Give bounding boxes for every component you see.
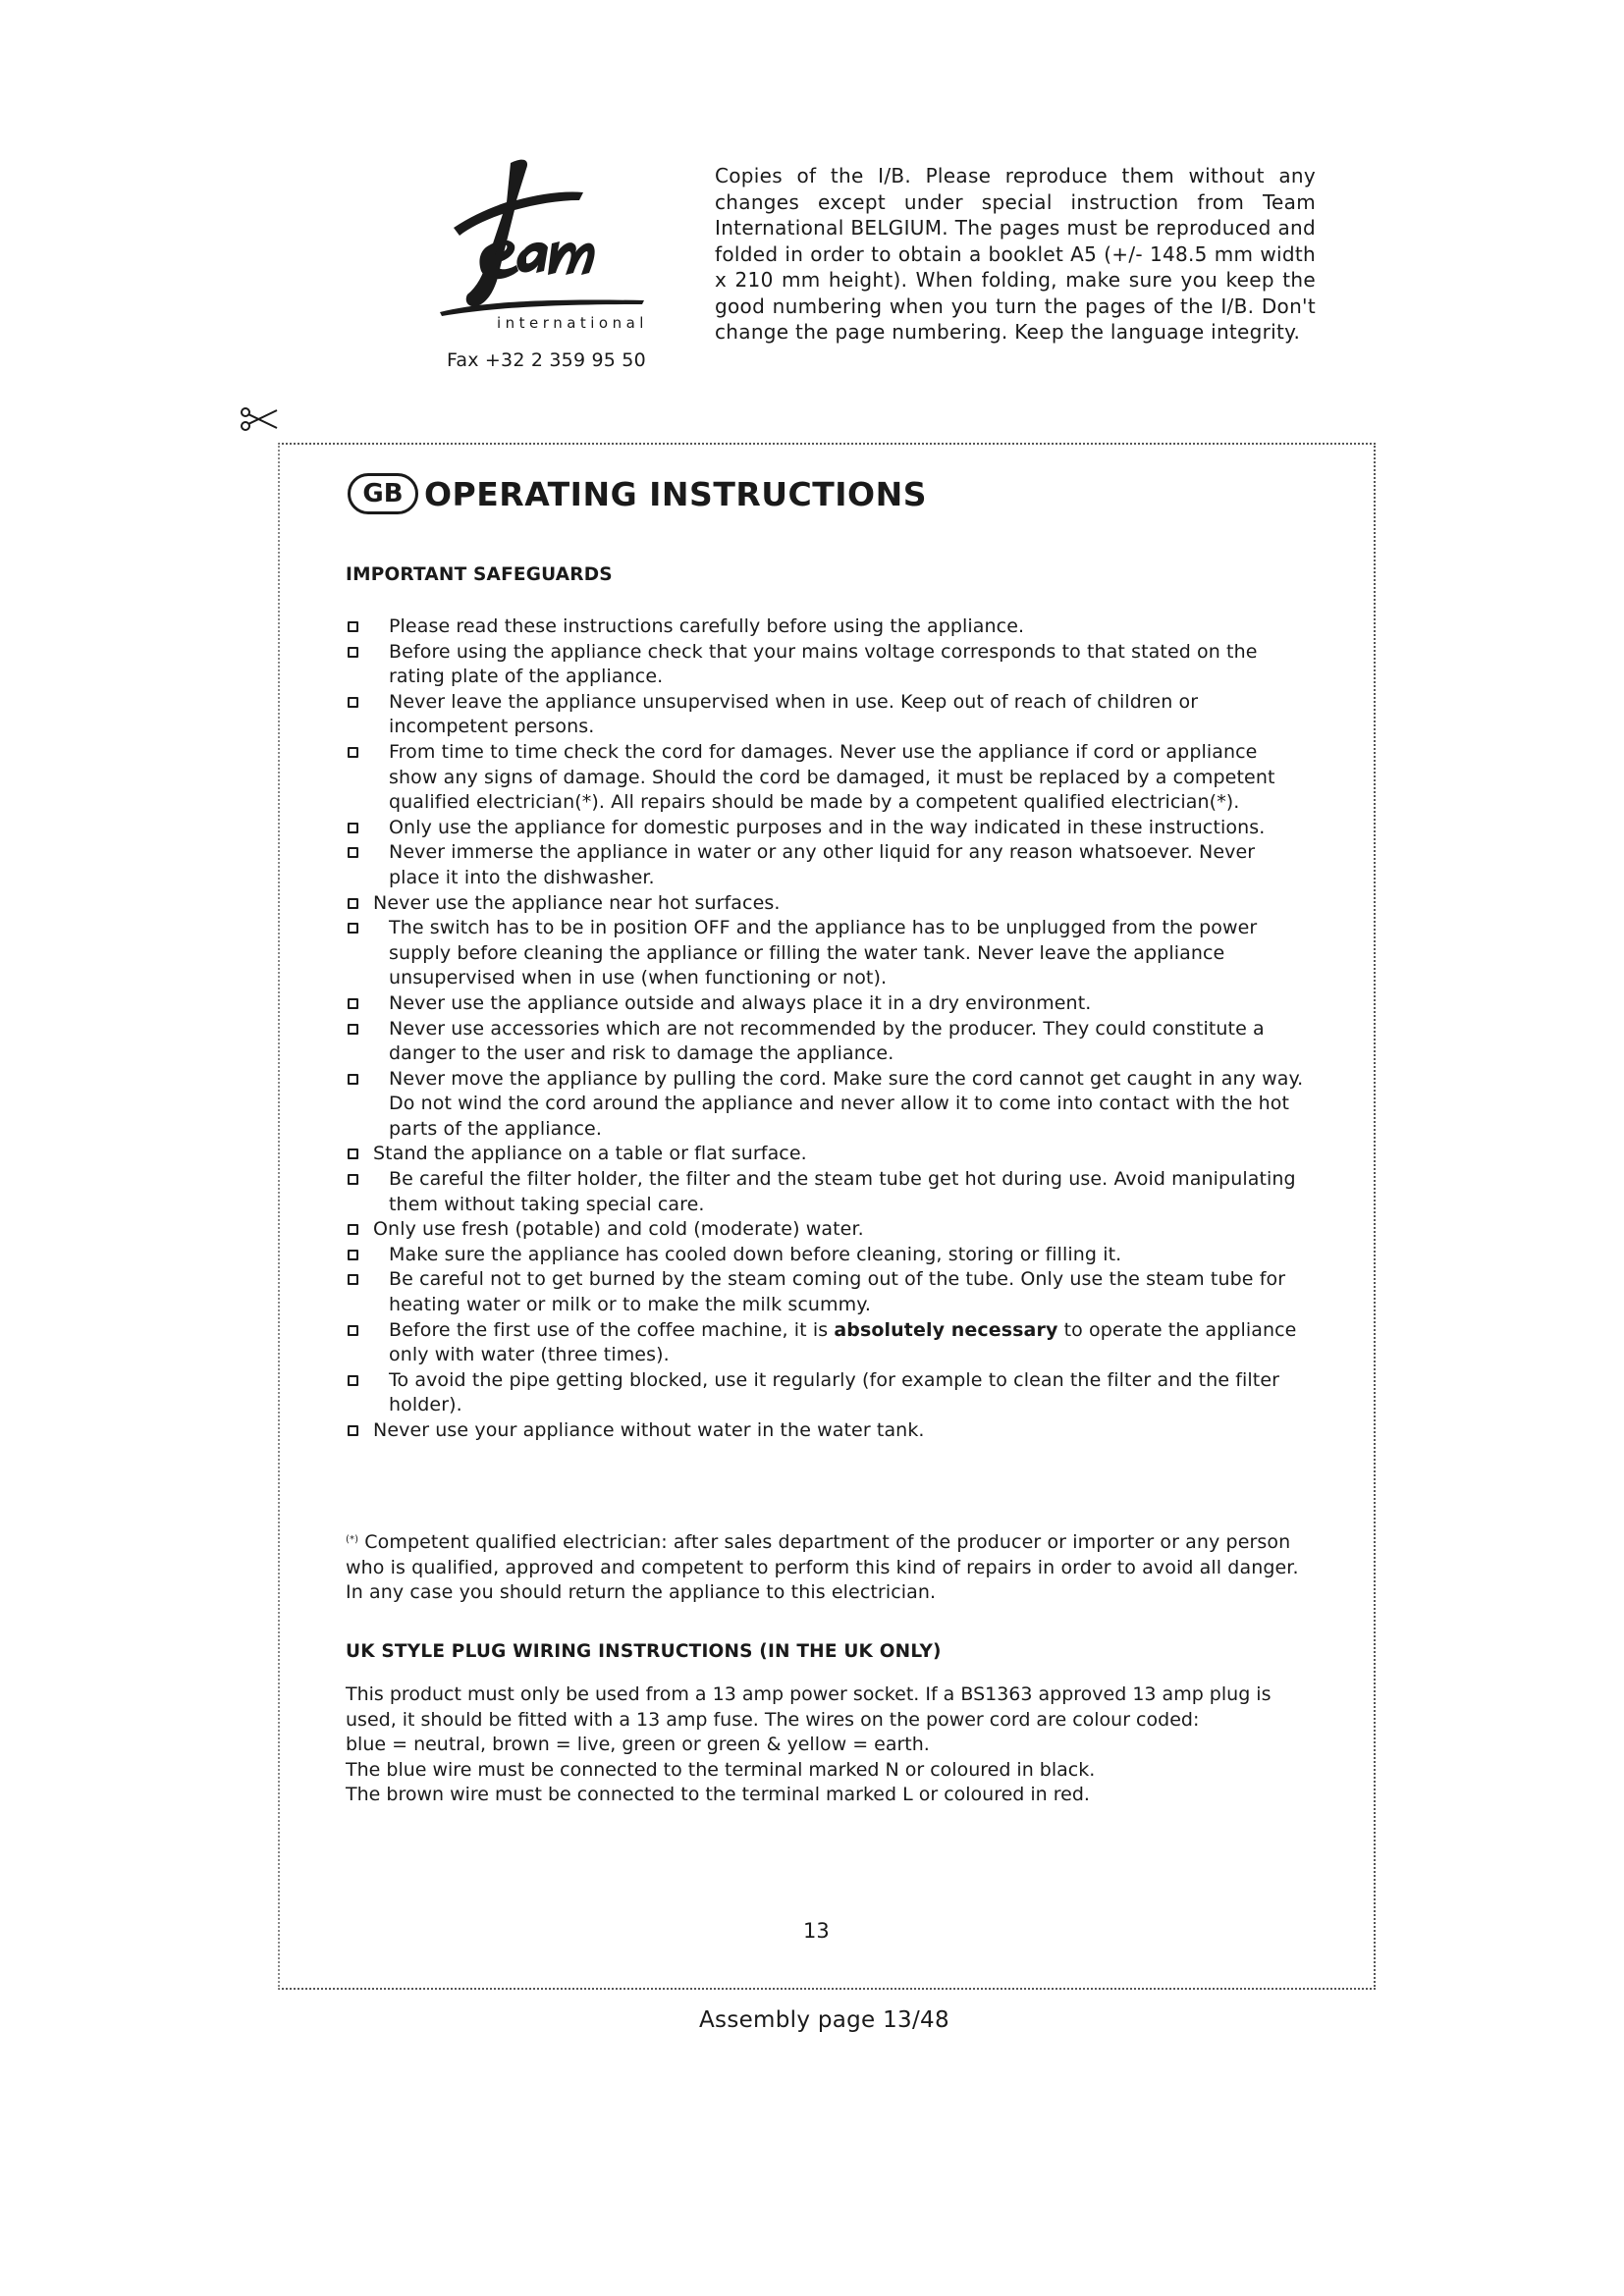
list-item: From time to time check the cord for damages. Never use the appliance if cord or appliance show any signs of damage. Should the cord be damaged, it must be replaced by a competent qualified electrician(*). All repairs should be made by a competent qualified electrician(*). — [346, 740, 1308, 816]
list-item: To avoid the pipe getting blocked, use it regularly (for example to clean the filter and the filter holder). — [346, 1368, 1308, 1418]
list-item: Be careful the filter holder, the filter and the steam tube get hot during use. Avoid manipulating them without taking special care. — [346, 1167, 1308, 1217]
checkbox-icon — [348, 823, 358, 833]
checkbox-icon — [348, 647, 358, 658]
checkbox-icon — [348, 1074, 358, 1085]
page-title — [348, 469, 927, 518]
electrician-footnote — [346, 1527, 1308, 1606]
list-item: Never leave the appliance unsupervised when in use. Keep out of reach of children or incompetent persons. — [346, 690, 1308, 740]
plug-heading: UK STYLE PLUG WIRING INSTRUCTIONS (IN THE UK ONLY) — [346, 1641, 942, 1662]
reproduction-note: Copies of the I/B. Please reproduce them without any changes except under special instruction from Team International BELGIUM. The pages must be reproduced and folded in order to obtain a booklet A5 (+/- 148.5 mm width x 210 mm height). When folding, make sure you keep the good numbering when you turn the pages of the I/B. Don't change the page numbering. Keep the language integrity. — [715, 164, 1316, 344]
checkbox-icon — [348, 998, 358, 1009]
list-item: Never use your appliance without water in the water tank. — [346, 1418, 1308, 1444]
checkbox-icon — [348, 697, 358, 708]
list-item: Stand the appliance on a table or flat surface. — [346, 1142, 1308, 1167]
logo-subtext: international — [497, 314, 648, 332]
checkbox-icon — [348, 1024, 358, 1035]
scissors-icon — [240, 404, 279, 434]
list-item: Never use the appliance near hot surfaces. — [346, 891, 1308, 917]
safeguards-heading: IMPORTANT SAFEGUARDS — [346, 564, 613, 585]
checkbox-icon — [348, 1325, 358, 1336]
checkbox-icon — [348, 1148, 358, 1159]
checkbox-icon — [348, 847, 358, 858]
plug-brown-wire: The brown wire must be connected to the terminal marked L or coloured in red. — [346, 1784, 1090, 1806]
checkbox-icon — [348, 621, 358, 632]
checkbox-icon — [348, 1425, 358, 1436]
checkbox-icon — [348, 747, 358, 758]
safeguards-list — [346, 614, 1308, 1444]
list-item: Make sure the appliance has cooled down before cleaning, storing or filling it. — [346, 1243, 1308, 1268]
checkbox-icon — [348, 1375, 358, 1386]
footnote-marker: (*) — [346, 1534, 359, 1545]
plug-instructions — [346, 1682, 1308, 1808]
plug-blue-wire: The blue wire must be connected to the terminal marked N or coloured in black. — [346, 1758, 1096, 1781]
assembly-page-label: Assembly page 13/48 — [699, 2007, 949, 2033]
list-item: Before the first use of the coffee machine, it is absolutely necessary to operate the appliance only with water (three times). — [346, 1318, 1308, 1368]
list-item: Never use accessories which are not recommended by the producer. They could constitute a danger to the user and risk to damage the appliance. — [346, 1017, 1308, 1067]
checkbox-icon — [348, 1250, 358, 1260]
checkbox-icon — [348, 1174, 358, 1185]
checkbox-icon — [348, 923, 358, 934]
language-badge: GB — [348, 473, 418, 514]
title-text: OPERATING INSTRUCTIONS — [424, 474, 927, 513]
team-international-logo — [420, 155, 656, 332]
list-item: Be careful not to get burned by the steam coming out of the tube. Only use the steam tube for heating water or milk or to make the milk scummy. — [346, 1267, 1308, 1317]
list-item: Before using the appliance check that your mains voltage corresponds to that stated on the rating plate of the appliance. — [346, 640, 1308, 690]
checkbox-icon — [348, 1224, 358, 1235]
list-item: Never use the appliance outside and always place it in a dry environment. — [346, 991, 1308, 1017]
checkbox-icon — [348, 1274, 358, 1285]
plug-colour-codes: blue = neutral, brown = live, green or green & yellow = earth. — [346, 1734, 930, 1756]
checkbox-icon — [348, 898, 358, 909]
fax-number: Fax +32 2 359 95 50 — [447, 349, 646, 371]
list-item: Only use fresh (potable) and cold (moderate) water. — [346, 1217, 1308, 1243]
list-item: Never move the appliance by pulling the cord. Make sure the cord cannot get caught in any way. Do not wind the cord around the appliance and never allow it to come into contact with the hot parts of the appliance. — [346, 1067, 1308, 1143]
list-item: Only use the appliance for domestic purposes and in the way indicated in these instructions. — [346, 816, 1308, 841]
list-item: Please read these instructions carefully before using the appliance. — [346, 614, 1308, 640]
list-item: Never immerse the appliance in water or any other liquid for any reason whatsoever. Never place it into the dishwasher. — [346, 840, 1308, 890]
emphasis-text: absolutely necessary — [834, 1318, 1058, 1341]
footnote-text: Competent qualified electrician: after sales department of the producer or importer or any person who is qualified, approved and competent to perform this kind of repairs in order to avoid all danger. In any case you should return the appliance to this electrician. — [346, 1531, 1299, 1604]
list-item: The switch has to be in position OFF and the appliance has to be unplugged from the power supply before cleaning the appliance or filling the water tank. Never leave the appliance unsupervised when in use (when functioning or not). — [346, 916, 1308, 991]
plug-paragraph: This product must only be used from a 13 amp power socket. If a BS1363 approved 13 amp plug is used, it should be fitted with a 13 amp fuse. The wires on the power cord are colour coded: — [346, 1683, 1272, 1731]
page-number: 13 — [803, 1919, 830, 1943]
